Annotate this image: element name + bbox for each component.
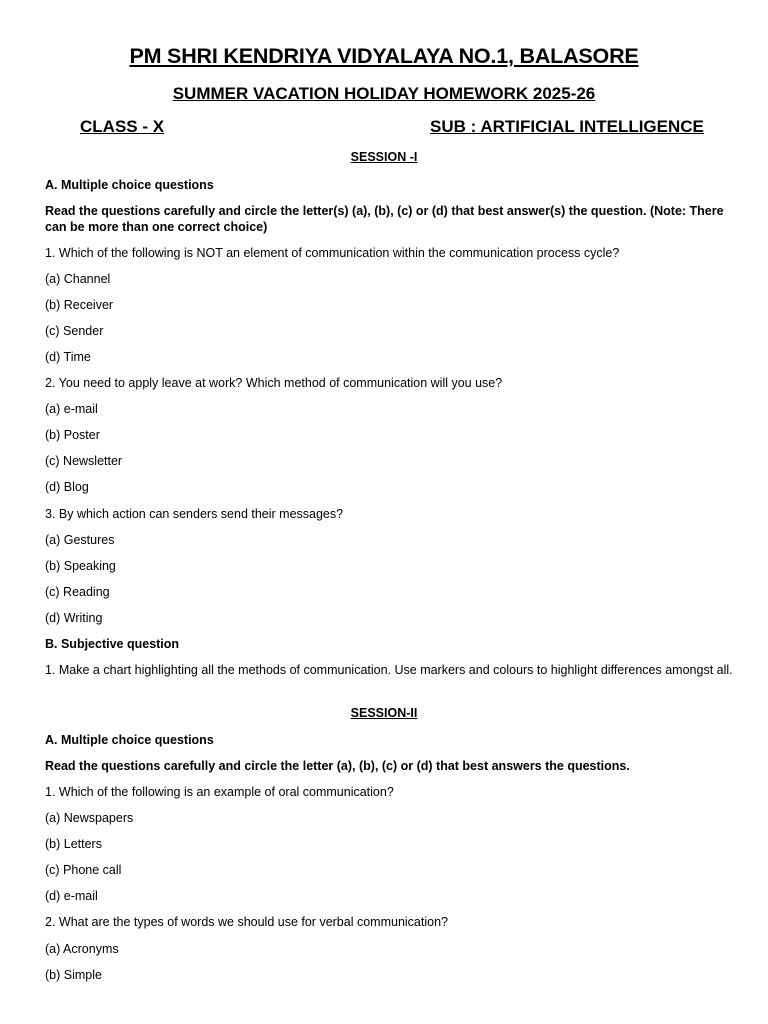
answer-option: (c) Phone call	[45, 863, 122, 877]
session-2-part-a-heading: A. Multiple choice questions	[45, 733, 214, 747]
session-1-heading: SESSION -I	[350, 150, 418, 164]
session-1-instructions: Read the questions carefully and circle the letter(s) (a), (b), (c) or (d) that best answer(s) the question. (Note: There can be more than one correct choice)	[45, 204, 724, 234]
answer-option: (c) Reading	[45, 585, 110, 599]
answer-option: (d) Time	[45, 350, 91, 364]
answer-option: (a) e-mail	[45, 402, 98, 416]
answer-option: (c) Newsletter	[45, 454, 123, 468]
subjective-question: 1. Make a chart highlighting all the methods of communication. Use markers and colours to highlight differences amongst all.	[45, 663, 733, 677]
class-label: CLASS - X	[80, 117, 165, 136]
answer-option: (d) Writing	[45, 611, 103, 625]
answer-option: (c) Sender	[45, 324, 104, 338]
answer-option: (a) Gestures	[45, 533, 115, 547]
answer-option: (b) Poster	[45, 428, 100, 442]
answer-option: (a) Newspapers	[45, 811, 134, 825]
question-text: 2. What are the types of words we should use for verbal communication?	[45, 915, 448, 929]
school-name: PM SHRI KENDRIYA VIDYALAYA NO.1, BALASORE	[129, 44, 639, 68]
question-text: 2. You need to apply leave at work? Which method of communication will you use?	[45, 376, 503, 390]
answer-option: (a) Channel	[45, 272, 111, 286]
answer-option: (b) Speaking	[45, 559, 116, 573]
answer-option: (b) Letters	[45, 837, 102, 851]
question-text: 1. Which of the following is an example of oral communication?	[45, 785, 394, 799]
answer-option: (b) Receiver	[45, 298, 114, 312]
subject-label: SUB : ARTIFICIAL INTELLIGENCE	[430, 117, 704, 136]
question-text: 1. Which of the following is NOT an element of communication within the communication process cycle?	[45, 246, 620, 260]
session-1-part-a-heading: A. Multiple choice questions	[45, 178, 214, 192]
answer-option: (d) Blog	[45, 480, 89, 494]
homework-title: SUMMER VACATION HOLIDAY HOMEWORK 2025-26	[172, 84, 596, 103]
question-text: 3. By which action can senders send their messages?	[45, 507, 344, 521]
session-2-heading: SESSION-II	[350, 706, 418, 720]
answer-option: (a) Acronyms	[45, 942, 119, 956]
answer-option: (b) Simple	[45, 968, 102, 982]
session-2-instructions: Read the questions carefully and circle the letter (a), (b), (c) or (d) that best answers the questions.	[45, 759, 630, 773]
session-1-part-b-heading: B. Subjective question	[45, 637, 180, 651]
answer-option: (d) e-mail	[45, 889, 98, 903]
